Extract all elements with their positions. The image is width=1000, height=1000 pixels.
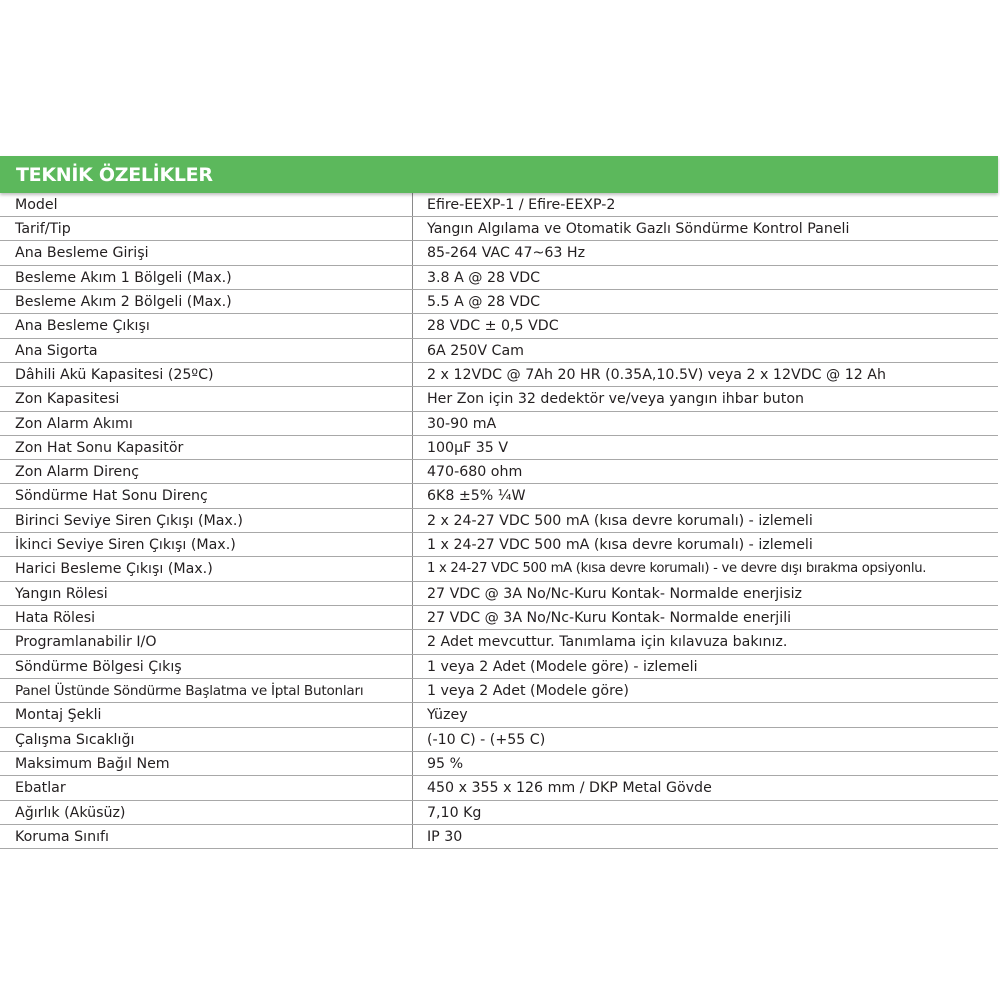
row-label: Birinci Seviye Siren Çıkışı (Max.) (0, 509, 413, 532)
table-row (0, 752, 998, 776)
row-label: Ebatlar (0, 776, 413, 799)
table-row (0, 363, 998, 387)
row-label: Zon Alarm Direnç (0, 460, 413, 483)
table-row (0, 630, 998, 654)
table-row (0, 825, 998, 849)
row-value: (-10 C) - (+55 C) (427, 731, 546, 748)
row-value: 470-680 ohm (427, 464, 523, 481)
row-value: IP 30 (427, 828, 463, 845)
row-label: Zon Alarm Akımı (0, 412, 413, 435)
row-label: Montaj Şekli (0, 703, 413, 726)
row-label: Dâhili Akü Kapasitesi (25ºC) (0, 363, 413, 386)
row-value: 1 x 24-27 VDC 500 mA (kısa devre korumalı) - izlemeli (427, 537, 813, 554)
row-value: 1 x 24-27 VDC 500 mA (kısa devre korumalı) - ve devre dışı bırakma opsiyonlu. (427, 561, 927, 577)
table-row (0, 339, 998, 363)
row-value: Efire-EEXP-1 / Efire-EEXP-2 (427, 197, 616, 213)
row-label: Yangın Rölesi (0, 582, 413, 605)
row-label: Ana Besleme Girişi (0, 241, 413, 264)
row-value: 5.5 A @ 28 VDC (427, 293, 541, 310)
table-row (0, 484, 998, 508)
table-row (0, 314, 998, 338)
row-label: Model (0, 193, 413, 216)
table-row (0, 266, 998, 290)
table-row (0, 241, 998, 265)
row-value: 1 veya 2 Adet (Modele göre) - izlemeli (427, 658, 698, 675)
row-value: 27 VDC @ 3A No/Nc-Kuru Kontak- Normalde enerjisiz (427, 585, 802, 602)
row-label: Koruma Sınıfı (0, 825, 413, 848)
row-value: 28 VDC ± 0,5 VDC (427, 318, 559, 335)
row-value: 100µF 35 V (427, 439, 509, 456)
row-value: 6K8 ±5% ¼W (427, 488, 526, 505)
table-row (0, 776, 998, 800)
spec-table (0, 156, 998, 849)
row-label: Ana Sigorta (0, 339, 413, 362)
row-label: Programlanabilir I/O (0, 630, 413, 653)
table-row (0, 557, 998, 581)
row-value: 2 x 24-27 VDC 500 mA (kısa devre korumalı) - izlemeli (427, 512, 813, 529)
row-value: 450 x 355 x 126 mm / DKP Metal Gövde (427, 780, 712, 797)
table-row (0, 436, 998, 460)
table-row (0, 655, 998, 679)
table-row (0, 290, 998, 314)
spec-table-title: TEKNİK ÖZELİKLER (16, 163, 213, 186)
table-row (0, 460, 998, 484)
table-row (0, 679, 998, 703)
row-label: Panel Üstünde Söndürme Başlatma ve İptal Butonları (0, 679, 413, 702)
row-value: 6A 250V Cam (427, 342, 524, 359)
row-label: Hata Rölesi (0, 606, 413, 629)
row-value: 27 VDC @ 3A No/Nc-Kuru Kontak- Normalde enerjili (427, 610, 792, 626)
row-label: Söndürme Bölgesi Çıkış (0, 655, 413, 678)
table-row (0, 533, 998, 557)
row-value: 30-90 mA (427, 415, 497, 432)
table-row (0, 582, 998, 606)
row-label: Ağırlık (Aküsüz) (0, 801, 413, 824)
table-row (0, 387, 998, 411)
spec-table-header (0, 156, 998, 193)
row-value: Her Zon için 32 dedektör ve/veya yangın ihbar buton (427, 391, 805, 408)
row-label: Besleme Akım 2 Bölgeli (Max.) (0, 290, 413, 313)
row-label: Harici Besleme Çıkışı (Max.) (0, 557, 413, 580)
table-row (0, 509, 998, 533)
table-row (0, 217, 998, 241)
row-value: 7,10 Kg (427, 804, 482, 821)
row-label: Besleme Akım 1 Bölgeli (Max.) (0, 266, 413, 289)
row-label: İkinci Seviye Siren Çıkışı (Max.) (0, 533, 413, 556)
row-value: 2 Adet mevcuttur. Tanımlama için kılavuza bakınız. (427, 634, 788, 651)
row-label: Çalışma Sıcaklığı (0, 728, 413, 751)
table-row (0, 801, 998, 825)
table-row (0, 193, 998, 217)
table-row (0, 703, 998, 727)
table-row (0, 412, 998, 436)
row-value: 2 x 12VDC @ 7Ah 20 HR (0.35A,10.5V) veya 2 x 12VDC @ 12 Ah (427, 366, 886, 383)
row-label: Tarif/Tip (0, 217, 413, 240)
row-value: Yüzey (427, 707, 468, 724)
row-label: Zon Hat Sonu Kapasitör (0, 436, 413, 459)
row-label: Zon Kapasitesi (0, 387, 413, 410)
row-value: 3.8 A @ 28 VDC (427, 269, 541, 286)
row-label: Ana Besleme Çıkışı (0, 314, 413, 337)
row-value: 1 veya 2 Adet (Modele göre) (427, 682, 629, 699)
row-value: Yangın Algılama ve Otomatik Gazlı Söndürme Kontrol Paneli (427, 221, 850, 237)
row-value: 85-264 VAC 47~63 Hz (427, 245, 586, 262)
table-row (0, 728, 998, 752)
row-label: Maksimum Bağıl Nem (0, 752, 413, 775)
row-value: 95 % (427, 755, 464, 772)
spec-rows (0, 193, 998, 849)
table-row (0, 606, 998, 630)
row-label: Söndürme Hat Sonu Direnç (0, 484, 413, 507)
